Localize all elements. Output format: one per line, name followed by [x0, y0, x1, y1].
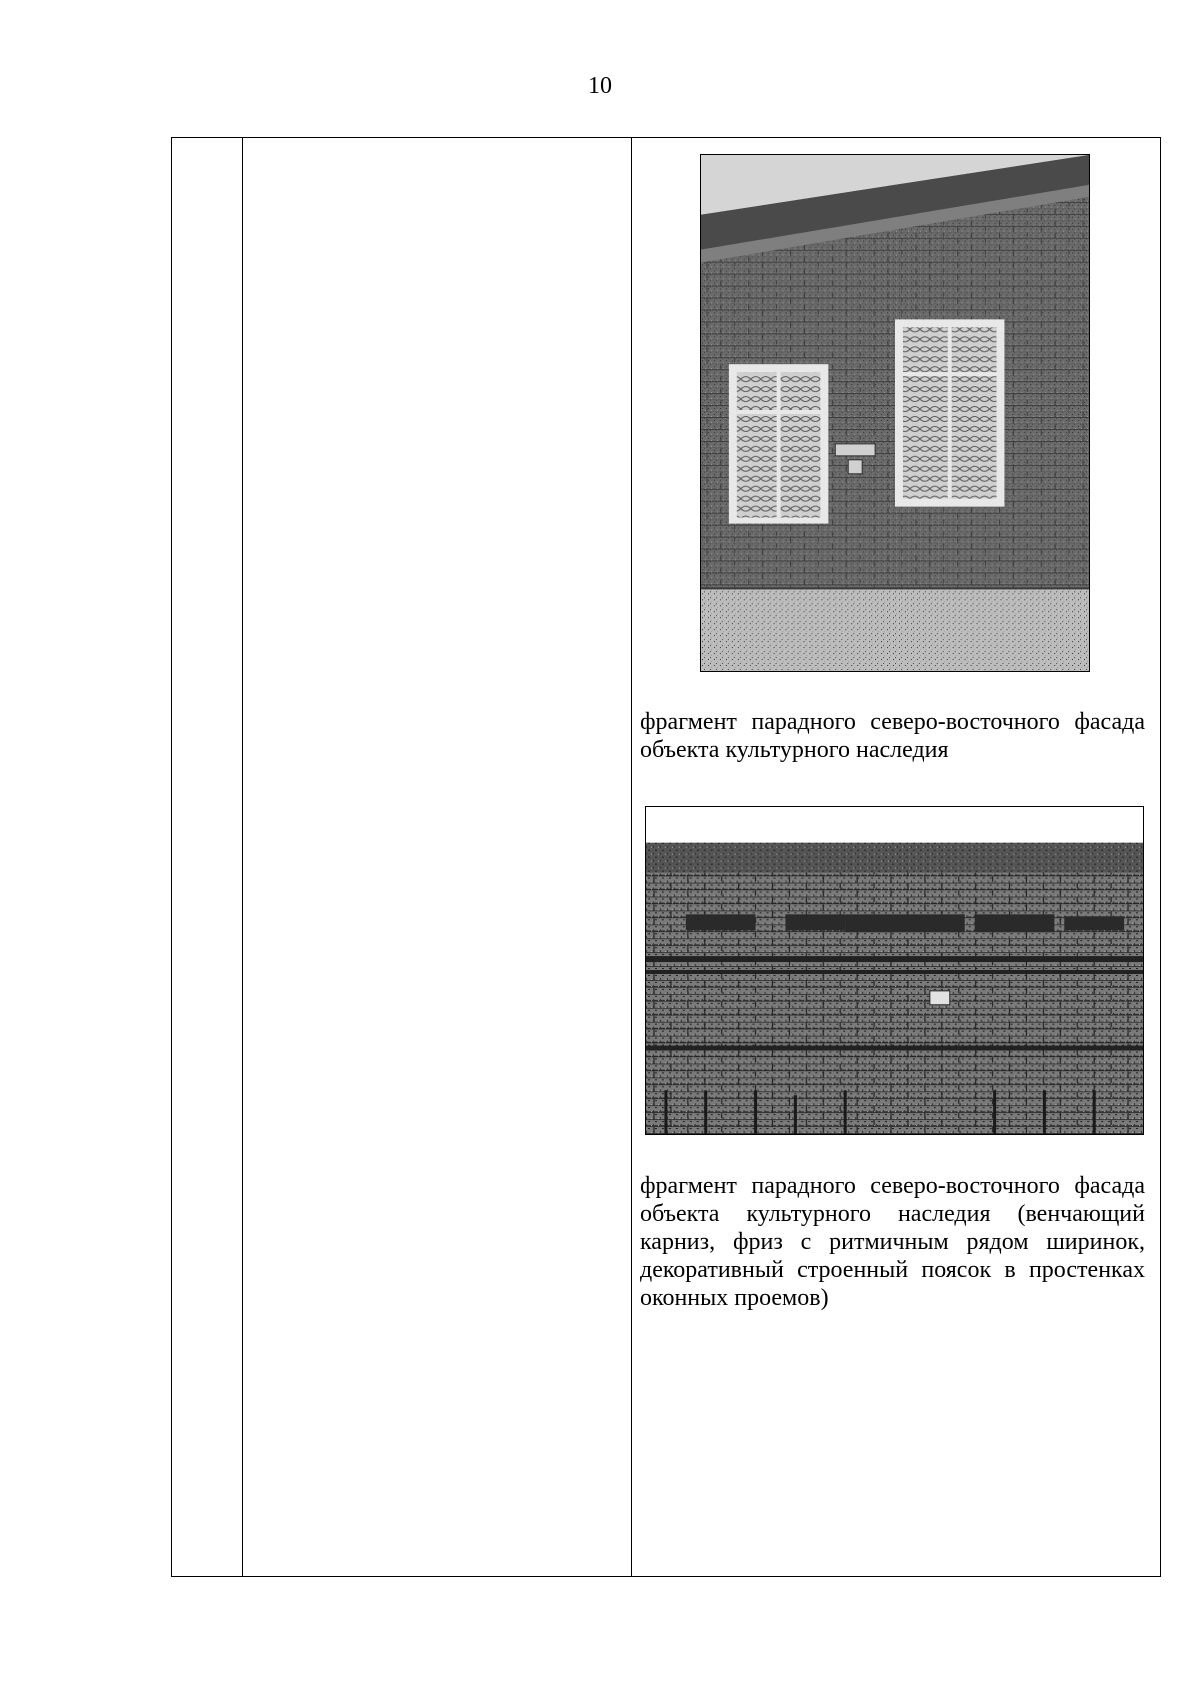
cornice-frieze-image	[646, 807, 1143, 1134]
right-window	[895, 319, 1004, 506]
table-column-divider	[242, 138, 243, 1576]
photo-caption: фрагмент парадного северо-восточного фасада объекта культурного наследия (венчающий карниз, фриз с ритмичным рядом ширинок, декоративный строенный поясок в простенках оконных проемов)	[640, 1173, 1145, 1311]
cornice-frieze-photo	[645, 806, 1144, 1135]
left-window	[729, 364, 828, 523]
photo-caption: фрагмент парадного северо-восточного фасада объекта культурного наследия	[640, 709, 1145, 763]
page-number: 10	[588, 73, 612, 99]
facade-windows-photo	[700, 154, 1090, 672]
table-column-divider	[631, 138, 632, 1576]
facade-windows-image	[701, 155, 1089, 671]
